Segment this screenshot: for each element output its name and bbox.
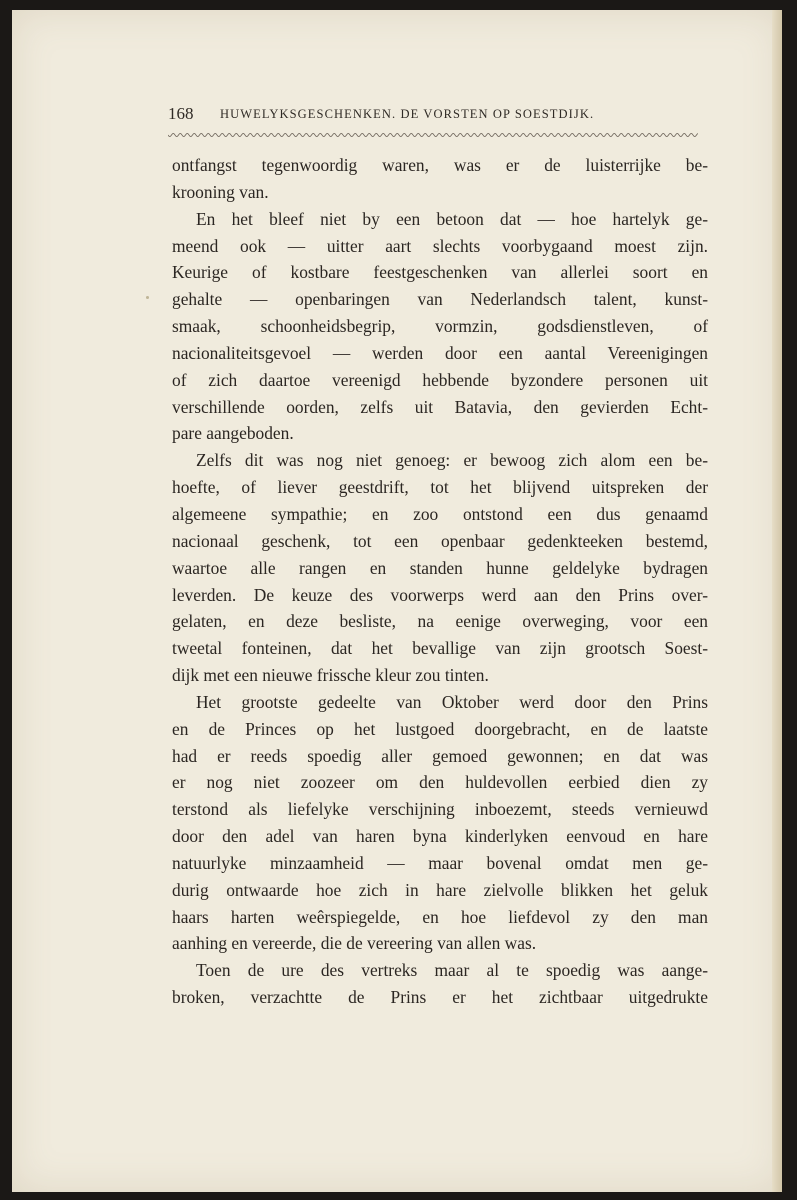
text-line: broken, verzachtte de Prins er het zichtbaar uitgedrukte [172, 987, 708, 1008]
text-line: durig ontwaarde hoe zich in hare zielvolle blikken het geluk [172, 879, 708, 900]
text-line: Keurige of kostbare feestgeschenken van allerlei soort en [172, 262, 708, 283]
text-line: Toen de ure des vertreks maar al te spoedig was aange- [196, 960, 708, 981]
text-line: natuurlyke minzaamheid — maar bovenal omdat men ge- [172, 852, 708, 873]
text-line: gelaten, en deze besliste, na eenige overweging, voor een [172, 611, 708, 632]
text-line: aanhing en vereerde, die de vereering van allen was. [172, 933, 537, 954]
text-line: terstond als liefelyke verschijning inboezemt, steeds vernieuwd [172, 799, 708, 820]
text-line: Het grootste gedeelte van Oktober werd door den Prins [196, 691, 708, 712]
text-line: algemeene sympathie; en zoo ontstond een dus genaamd [172, 503, 708, 524]
text-line: smaak, schoonheidsbegrip, vormzin, godsdienstleven, of [172, 316, 708, 337]
text-line: had er reeds spoedig aller gemoed gewonnen; en dat was [172, 745, 708, 766]
paper-speck [146, 296, 149, 299]
text-line: En het bleef niet by een betoon dat — hoe hartelyk ge- [196, 208, 708, 229]
page-number: 168 [168, 104, 194, 123]
text-line: leverden. De keuze des voorwerps werd aan den Prins over- [172, 584, 708, 605]
text-line: en de Princes op het lustgoed doorgebracht, en de laatste [172, 718, 708, 739]
page-edge-shadow [772, 10, 782, 1192]
text-line: gehalte — openbaringen van Nederlandsch talent, kunst- [172, 289, 708, 310]
text-line: krooning van. [172, 181, 269, 202]
text-line: haars harten weêrspiegelde, en hoe liefdevol zy den man [172, 906, 708, 927]
text-line: meend ook — uitter aart slechts voorbygaand moest zijn. [172, 235, 708, 256]
text-line: er nog niet zoozeer om den huldevollen eerbied dien zy [172, 772, 708, 793]
text-line: of zich daartoe vereenigd hebbende byzondere personen uit [172, 369, 708, 390]
text-line: pare aangeboden. [172, 423, 294, 444]
text-line: Zelfs dit was nog niet genoeg: er bewoog zich alom een be- [196, 450, 708, 471]
body-text [172, 152, 708, 1011]
text-line: nacionaal geschenk, tot een openbaar gedenkteeken bestemd, [172, 530, 708, 551]
text-line: hoefte, of liever geestdrift, tot het blijvend uitspreken der [172, 477, 708, 498]
decorative-wavy-rule [168, 132, 698, 138]
text-line: tweetal fonteinen, dat het bevallige van zijn grootsch Soest- [172, 638, 708, 659]
text-line: waartoe alle rangen en standen hunne geldelyke bydragen [172, 557, 708, 578]
text-line: nacionaliteitsgevoel — werden door een aantal Vereenigingen [172, 342, 708, 363]
page-header [168, 104, 698, 128]
text-line: dijk met een nieuwe frissche kleur zou tinten. [172, 665, 489, 686]
text-line: door den adel van haren byna kinderlyken eenvoud en hare [172, 826, 708, 847]
running-title: HUWELYKSGESCHENKEN. DE VORSTEN OP SOESTDIJK. [220, 107, 595, 121]
text-line: ontfangst tegenwoordig waren, was er de luisterrijke be- [172, 155, 708, 175]
text-line: verschillende oorden, zelfs uit Batavia, den gevierden Echt- [172, 396, 708, 417]
